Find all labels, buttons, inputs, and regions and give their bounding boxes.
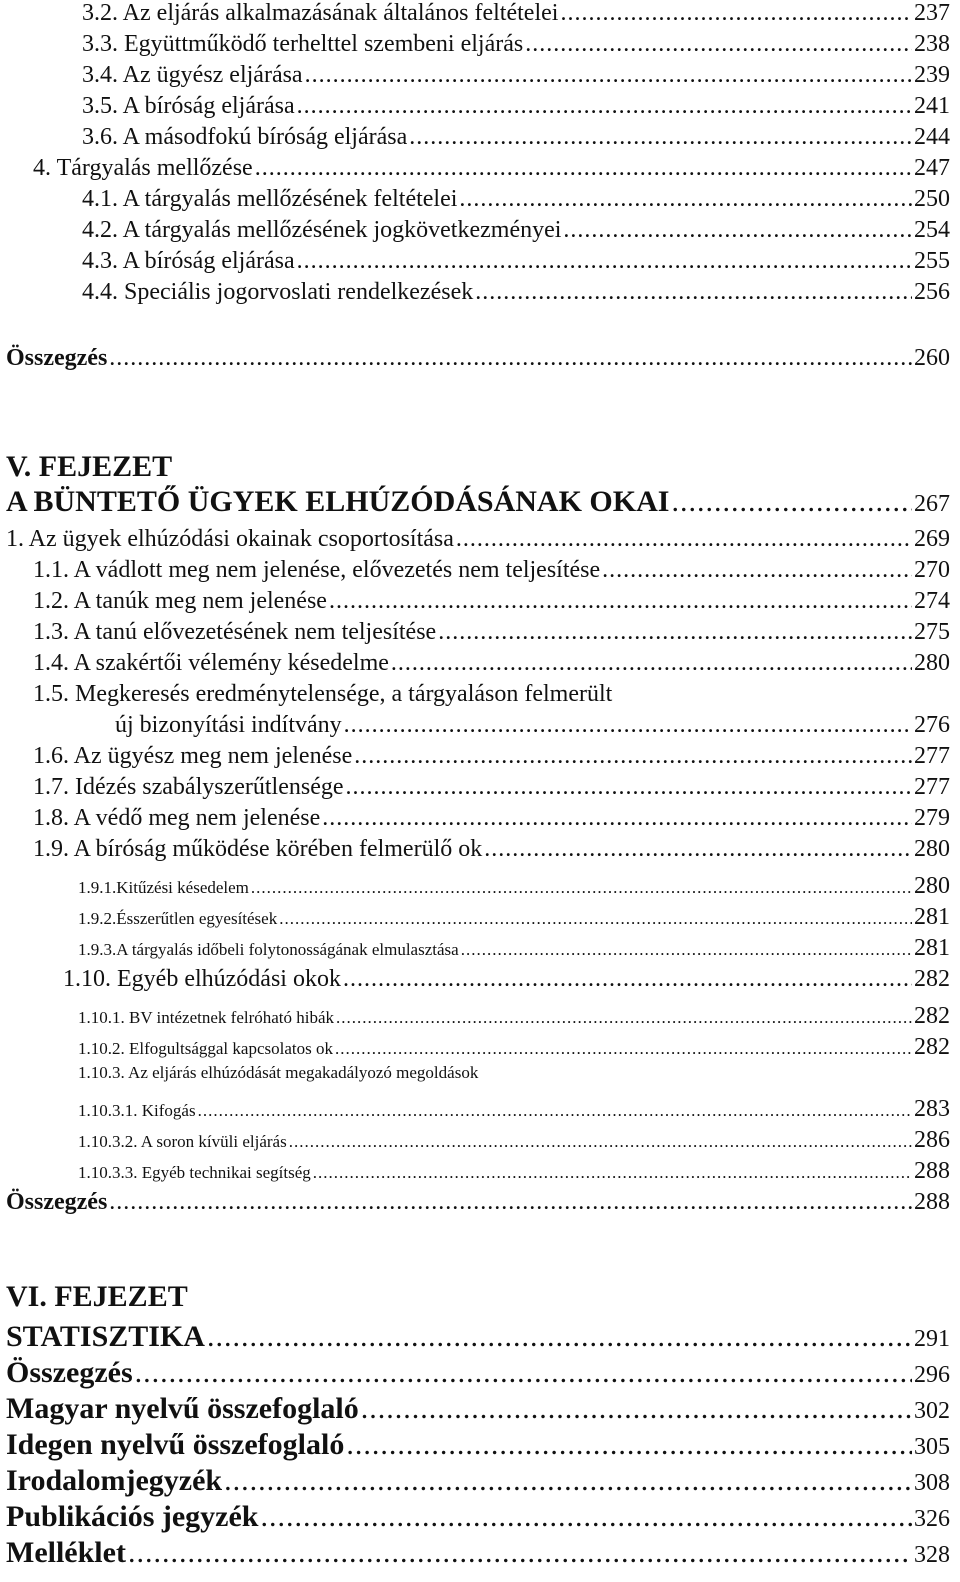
toc-entry bbox=[82, 217, 950, 244]
dot-leader bbox=[336, 1008, 912, 1028]
dot-leader bbox=[484, 836, 912, 863]
toc-entry-title: A BÜNTETŐ ÜGYEK ELHÚZÓDÁSÁNAK OKAI bbox=[6, 485, 670, 518]
toc-entry-page: 282 bbox=[914, 1034, 950, 1060]
toc-entry bbox=[6, 1536, 950, 1570]
toc-entry bbox=[78, 935, 950, 962]
toc-entry-title: 1.9. A bíróság működése körében felmerülő ok bbox=[33, 836, 483, 862]
dot-leader bbox=[313, 1163, 912, 1183]
toc-entry-title: 1.10.3.2. A soron kívüli eljárás bbox=[78, 1132, 287, 1151]
toc-entry-title: 1.10.2. Elfogultsággal kapcsolatos ok bbox=[78, 1039, 333, 1058]
toc-entry-title: 1.5. Megkeresés eredménytelensége, a tárgyaláson felmerült bbox=[33, 681, 613, 707]
toc-entry-title: 4.2. A tárgyalás mellőzésének jogkövetkezményei bbox=[82, 217, 562, 243]
toc-entry-page: 308 bbox=[914, 1470, 950, 1496]
dot-leader bbox=[456, 526, 912, 553]
toc-entry-page: 277 bbox=[914, 743, 950, 769]
toc-entry bbox=[6, 1464, 950, 1498]
toc-entry-title: 1. Az ügyek elhúzódási okainak csoportosítása bbox=[6, 526, 454, 552]
toc-entry bbox=[78, 904, 950, 931]
toc-entry-page: 267 bbox=[914, 491, 950, 517]
toc-entry-page: 305 bbox=[914, 1434, 950, 1460]
toc-entry bbox=[33, 805, 950, 832]
toc-entry-title: Összegzés bbox=[6, 1356, 133, 1389]
toc-entry bbox=[82, 31, 950, 58]
toc-entry-page: 270 bbox=[914, 557, 950, 583]
toc-entry bbox=[78, 1158, 950, 1185]
toc-entry-page: 255 bbox=[914, 248, 950, 274]
dot-leader bbox=[329, 588, 912, 615]
toc-entry bbox=[82, 248, 950, 275]
toc-entry-page: 256 bbox=[914, 279, 950, 305]
toc-entry-title: 1.10.1. BV intézetnek felróható hibák bbox=[78, 1008, 335, 1027]
toc-entry-page: 280 bbox=[914, 650, 950, 676]
toc-entry-page: 237 bbox=[914, 0, 950, 26]
dot-leader bbox=[279, 909, 912, 929]
dot-leader bbox=[109, 1189, 912, 1216]
toc-entry bbox=[33, 557, 950, 584]
toc-entry bbox=[78, 1034, 950, 1061]
dot-leader bbox=[297, 93, 912, 120]
toc-entry bbox=[78, 1063, 950, 1083]
toc-entry-title: Melléklet bbox=[6, 1536, 126, 1569]
dot-leader bbox=[563, 217, 912, 244]
toc-entry-title: 4.1. A tárgyalás mellőzésének feltételei bbox=[82, 186, 458, 212]
dot-leader bbox=[361, 1392, 912, 1426]
toc-entry-title: 1.9.2.Ésszerűtlen egyesítések bbox=[78, 909, 278, 928]
toc-entry-title: Összegzés bbox=[6, 1189, 108, 1215]
toc-entry bbox=[33, 774, 950, 801]
toc-entry-page: 279 bbox=[914, 805, 950, 831]
toc-entry bbox=[6, 1356, 950, 1390]
dot-leader bbox=[261, 1500, 913, 1534]
toc-entry-title: Publikációs jegyzék bbox=[6, 1500, 259, 1533]
toc-entry-page: 288 bbox=[914, 1158, 950, 1184]
dot-leader bbox=[344, 712, 912, 739]
toc-entry bbox=[82, 0, 950, 27]
dot-leader bbox=[198, 1101, 912, 1121]
toc-entry-title: 1.4. A szakértői vélemény késedelme bbox=[33, 650, 389, 676]
toc-entry bbox=[6, 1500, 950, 1534]
toc-entry-title: 1.9.3.A tárgyalás időbeli folytonosságának elmulasztása bbox=[78, 940, 459, 959]
toc-entry-title: 1.10.3. Az eljárás elhúzódását megakadályozó megoldások bbox=[78, 1063, 479, 1082]
dot-leader bbox=[224, 1464, 912, 1498]
dot-leader bbox=[297, 248, 912, 275]
toc-entry bbox=[78, 873, 950, 900]
toc-entry-title: 3.4. Az ügyész eljárása bbox=[82, 62, 303, 88]
dot-leader bbox=[251, 878, 912, 898]
dot-leader bbox=[346, 1428, 912, 1462]
toc-entry bbox=[78, 1127, 950, 1154]
toc-entry-title: 4.4. Speciális jogorvoslati rendelkezések bbox=[82, 279, 474, 305]
toc-entry-title: 1.10.3.3. Egyéb technikai segítség bbox=[78, 1163, 311, 1182]
toc-entry-title: 1.9.1.Kitűzési késedelem bbox=[78, 878, 249, 897]
toc-entry-page: 282 bbox=[914, 966, 950, 992]
toc-entry-page: 274 bbox=[914, 588, 950, 614]
toc-entry-page: 286 bbox=[914, 1127, 950, 1153]
dot-leader bbox=[109, 345, 912, 372]
toc-entry-page: 296 bbox=[914, 1362, 950, 1388]
toc-entry-title: 1.10. Egyéb elhúzódási okok bbox=[63, 966, 341, 992]
dot-leader bbox=[525, 31, 912, 58]
toc-entry-page: 276 bbox=[914, 712, 950, 738]
toc-entry-title: 1.8. A védő meg nem jelenése bbox=[33, 805, 321, 831]
toc-entry-page: 280 bbox=[914, 836, 950, 862]
toc-entry-title: 3.2. Az eljárás alkalmazásának általános feltételei bbox=[82, 0, 559, 26]
chapter-heading: VI. FEJEZET bbox=[6, 1280, 188, 1313]
toc-entry bbox=[82, 279, 950, 306]
toc-entry-title: 3.3. Együttműködő terhelttel szembeni eljárás bbox=[82, 31, 524, 57]
toc-entry bbox=[82, 124, 950, 151]
dot-leader bbox=[354, 743, 912, 770]
toc-entry-page: 280 bbox=[914, 873, 950, 899]
toc-entry-page: 238 bbox=[914, 31, 950, 57]
dot-leader bbox=[438, 619, 912, 646]
toc-entry-page: 291 bbox=[914, 1326, 950, 1352]
dot-leader bbox=[602, 557, 912, 584]
toc-entry bbox=[6, 1189, 950, 1216]
toc-entry-title: 1.7. Idézés szabályszerűtlensége bbox=[33, 774, 344, 800]
toc-entry bbox=[6, 345, 950, 372]
toc-entry-title: Idegen nyelvű összefoglaló bbox=[6, 1428, 345, 1461]
toc-entry-page: 247 bbox=[914, 155, 950, 181]
toc-entry-page: 250 bbox=[914, 186, 950, 212]
toc-entry-title: 1.3. A tanú elővezetésének nem teljesítése bbox=[33, 619, 437, 645]
dot-leader bbox=[255, 155, 912, 182]
toc-entry-title: 4. Tárgyalás mellőzése bbox=[33, 155, 253, 181]
dot-leader bbox=[461, 940, 912, 960]
toc-entry-title: 1.2. A tanúk meg nem jelenése bbox=[33, 588, 327, 614]
toc-entry-page: 275 bbox=[914, 619, 950, 645]
toc-entry-title: Magyar nyelvű összefoglaló bbox=[6, 1392, 359, 1425]
dot-leader bbox=[289, 1132, 912, 1152]
toc-entry bbox=[82, 62, 950, 89]
dot-leader bbox=[671, 485, 912, 519]
toc-entry-title: 3.5. A bíróság eljárása bbox=[82, 93, 295, 119]
toc-entry-title: Irodalomjegyzék bbox=[6, 1464, 223, 1497]
toc-entry-page: 281 bbox=[914, 904, 950, 930]
toc-entry bbox=[33, 743, 950, 770]
dot-leader bbox=[322, 805, 912, 832]
toc-entry bbox=[82, 93, 950, 120]
toc-entry-page: 302 bbox=[914, 1398, 950, 1424]
toc-entry-page: 239 bbox=[914, 62, 950, 88]
toc-entry bbox=[33, 836, 950, 863]
dot-leader bbox=[305, 62, 912, 89]
toc-entry-title: STATISZTIKA bbox=[6, 1320, 205, 1353]
toc-entry-page: 283 bbox=[914, 1096, 950, 1122]
toc-entry bbox=[6, 526, 950, 553]
toc-entry bbox=[6, 1428, 950, 1462]
dot-leader bbox=[409, 124, 912, 151]
toc-entry-title: új bizonyítási indítvány bbox=[115, 712, 342, 738]
toc-entry-title: 1.10.3.1. Kifogás bbox=[78, 1101, 196, 1120]
toc-entry-title: Összegzés bbox=[6, 345, 108, 371]
toc-entry-page: 254 bbox=[914, 217, 950, 243]
toc-entry-page: 277 bbox=[914, 774, 950, 800]
toc-entry-page: 260 bbox=[914, 345, 950, 371]
toc-entry-page: 244 bbox=[914, 124, 950, 150]
toc-entry-title: 1.1. A vádlott meg nem jelenése, elővezetés nem teljesítése bbox=[33, 557, 601, 583]
toc-entry bbox=[33, 650, 950, 677]
dot-leader bbox=[135, 1356, 912, 1390]
toc-entry bbox=[6, 485, 950, 519]
toc-entry-page: 281 bbox=[914, 935, 950, 961]
toc-entry bbox=[78, 1096, 950, 1123]
dot-leader bbox=[475, 279, 912, 306]
dot-leader bbox=[335, 1039, 912, 1059]
dot-leader bbox=[207, 1320, 912, 1354]
dot-leader bbox=[346, 774, 912, 801]
dot-leader bbox=[391, 650, 912, 677]
chapter-heading: V. FEJEZET bbox=[6, 450, 173, 483]
toc-entry-page: 269 bbox=[914, 526, 950, 552]
toc-entry-page: 288 bbox=[914, 1189, 950, 1215]
toc-entry-page: 282 bbox=[914, 1003, 950, 1029]
toc-entry-page: 241 bbox=[914, 93, 950, 119]
toc-entry bbox=[63, 966, 950, 993]
toc-entry-page: 328 bbox=[914, 1542, 950, 1568]
toc-entry bbox=[33, 588, 950, 615]
dot-leader bbox=[560, 0, 912, 27]
dot-leader bbox=[459, 186, 912, 213]
toc-entry bbox=[33, 619, 950, 646]
toc-entry bbox=[78, 1003, 950, 1030]
toc-entry-title: 1.6. Az ügyész meg nem jelenése bbox=[33, 743, 353, 769]
toc-entry bbox=[33, 155, 950, 182]
toc-entry-title: 3.6. A másodfokú bíróság eljárása bbox=[82, 124, 408, 150]
toc-entry bbox=[6, 1392, 950, 1426]
dot-leader bbox=[343, 966, 912, 993]
toc-entry-page: 326 bbox=[914, 1506, 950, 1532]
toc-entry bbox=[82, 186, 950, 213]
toc-entry-title: 4.3. A bíróság eljárása bbox=[82, 248, 295, 274]
dot-leader bbox=[128, 1536, 912, 1570]
toc-entry bbox=[33, 681, 950, 708]
toc-entry bbox=[6, 1320, 950, 1354]
toc-entry bbox=[115, 712, 950, 739]
